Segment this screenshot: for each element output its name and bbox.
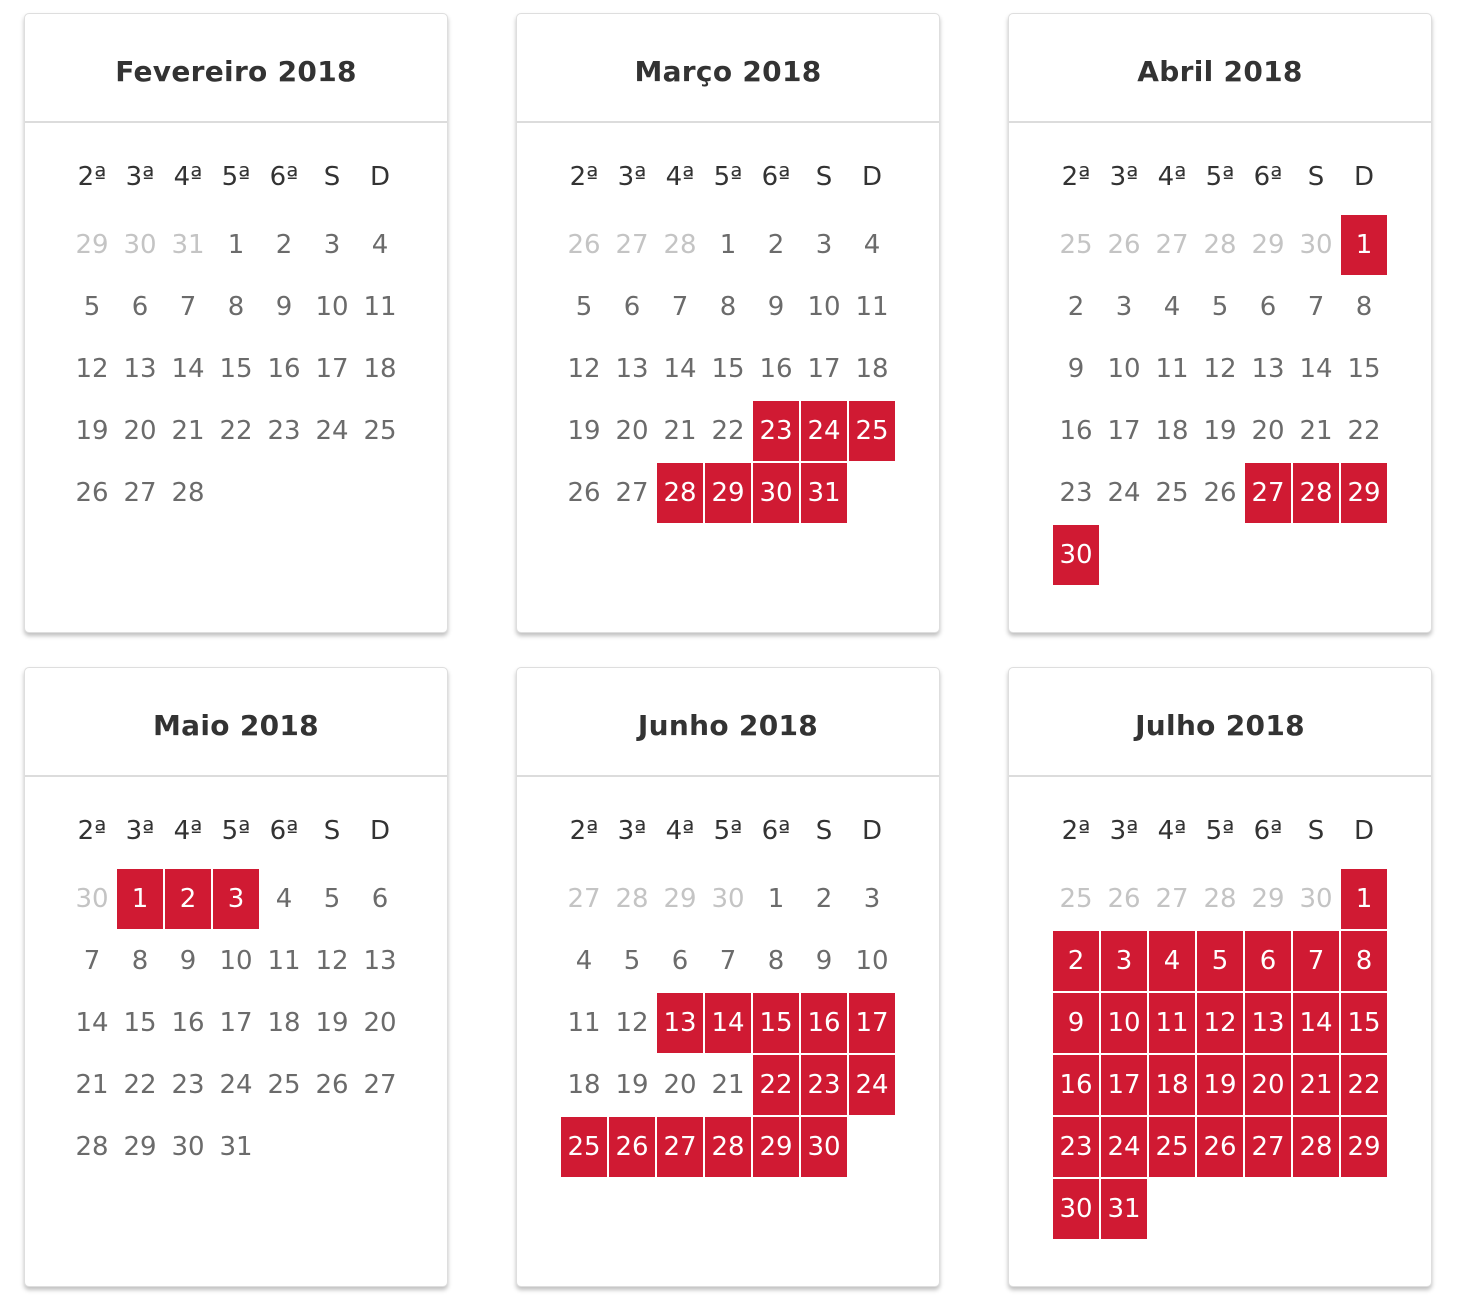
day-cell-outside-month: 28 [615,884,649,914]
weekday-label: 5ª [1205,162,1235,192]
day-cell[interactable]: 20 [1251,416,1285,446]
day-cell-outside-month: 27 [615,230,649,260]
day-cell[interactable]: 20 [663,1070,697,1100]
day-cell[interactable]: 6 [131,292,149,322]
day-cell-highlighted[interactable]: 23 [801,1055,847,1115]
day-cell[interactable]: 8 [227,292,245,322]
weekday-label: 4ª [173,162,203,192]
day-cell[interactable]: 4 [863,230,881,260]
day-cell[interactable]: 19 [567,416,601,446]
day-cell[interactable]: 14 [75,1008,109,1038]
day-cell-outside-month: 28 [663,230,697,260]
weekday-label: 4ª [1157,816,1187,846]
day-cell[interactable]: 8 [131,946,149,976]
day-cell-outside-month: 27 [567,884,601,914]
day-cell[interactable]: 9 [815,946,833,976]
day-cell-highlighted[interactable]: 27 [1245,463,1291,523]
day-cell-outside-month: 29 [75,230,109,260]
weekday-label: 2ª [77,162,107,192]
day-cell[interactable]: 2 [767,230,785,260]
day-cell[interactable]: 9 [767,292,785,322]
day-cell-highlighted[interactable]: 10 [1101,993,1147,1053]
day-cell[interactable]: 26 [567,478,601,508]
weekday-label: 6ª [1253,162,1283,192]
day-cell-outside-month: 29 [663,884,697,914]
weekday-label: 4ª [665,816,695,846]
day-cell-highlighted[interactable]: 15 [1341,993,1387,1053]
day-cell-highlighted[interactable]: 3 [213,869,259,929]
day-cell[interactable]: 3 [863,884,881,914]
day-cell[interactable]: 23 [171,1070,205,1100]
day-cell-highlighted[interactable]: 31 [801,463,847,523]
weekday-label: 4ª [665,162,695,192]
day-cell-outside-month: 28 [1203,884,1237,914]
weekday-label: S [323,162,341,192]
day-cell[interactable]: 1 [227,230,245,260]
day-cell[interactable]: 10 [219,946,253,976]
day-cell-outside-month: 26 [1107,884,1141,914]
day-cell[interactable]: 23 [267,416,301,446]
day-cell[interactable]: 16 [759,354,793,384]
day-cell-highlighted[interactable]: 16 [801,993,847,1053]
day-cell-outside-month: 30 [1299,230,1333,260]
day-cell-highlighted[interactable]: 21 [1293,1055,1339,1115]
month-calendar [24,13,448,633]
day-cell[interactable]: 18 [567,1070,601,1100]
day-cell[interactable]: 14 [663,354,697,384]
day-cell[interactable]: 18 [855,354,889,384]
weekday-label: D [369,816,391,846]
day-cell-highlighted[interactable]: 14 [705,993,751,1053]
day-cell[interactable]: 4 [275,884,293,914]
day-cell[interactable]: 17 [315,354,349,384]
day-cell[interactable]: 7 [671,292,689,322]
day-cell[interactable]: 26 [315,1070,349,1100]
weekday-label: 4ª [1157,162,1187,192]
day-cell[interactable]: 19 [1203,416,1237,446]
day-cell[interactable]: 11 [855,292,889,322]
day-cell[interactable]: 3 [815,230,833,260]
day-cell[interactable]: 5 [1211,292,1229,322]
day-cell-highlighted[interactable]: 22 [1341,1055,1387,1115]
day-cell-highlighted[interactable]: 1 [117,869,163,929]
day-cell[interactable]: 10 [855,946,889,976]
day-cell-highlighted[interactable]: 28 [657,463,703,523]
day-cell-highlighted[interactable]: 12 [1197,993,1243,1053]
day-cell[interactable]: 3 [323,230,341,260]
day-cell[interactable]: 2 [1067,292,1085,322]
day-cell[interactable]: 14 [1299,354,1333,384]
day-cell[interactable]: 7 [179,292,197,322]
day-cell[interactable]: 2 [275,230,293,260]
day-cell[interactable]: 6 [1259,292,1277,322]
day-cell[interactable]: 16 [171,1008,205,1038]
day-grid [517,14,939,632]
weekday-label: D [1353,816,1375,846]
day-cell-highlighted[interactable]: 28 [705,1117,751,1177]
day-cell-highlighted[interactable]: 27 [657,1117,703,1177]
day-cell-highlighted[interactable]: 7 [1293,931,1339,991]
day-cell[interactable]: 20 [615,416,649,446]
month-title: Maio 2018 [153,709,319,742]
day-cell-highlighted[interactable]: 13 [1245,993,1291,1053]
day-cell-highlighted[interactable]: 30 [801,1117,847,1177]
day-cell-highlighted[interactable]: 29 [705,463,751,523]
day-cell[interactable]: 28 [171,478,205,508]
day-cell[interactable]: 21 [171,416,205,446]
day-cell-outside-month: 29 [1251,230,1285,260]
day-cell[interactable]: 10 [807,292,841,322]
day-cell-highlighted[interactable]: 30 [1053,525,1099,585]
day-cell-highlighted[interactable]: 26 [1197,1117,1243,1177]
weekday-label: D [1353,162,1375,192]
weekday-label: S [1307,816,1325,846]
day-cell[interactable]: 24 [315,416,349,446]
weekday-label: D [369,162,391,192]
weekday-label: S [1307,162,1325,192]
day-cell[interactable]: 5 [323,884,341,914]
day-cell-outside-month: 30 [75,884,109,914]
day-cell-highlighted[interactable]: 27 [1245,1117,1291,1177]
month-title: Fevereiro 2018 [115,55,357,88]
weekday-label: 3ª [617,816,647,846]
day-cell-highlighted[interactable]: 24 [801,401,847,461]
day-cell-highlighted[interactable]: 8 [1341,931,1387,991]
day-cell-highlighted[interactable]: 14 [1293,993,1339,1053]
weekday-label: 2ª [77,816,107,846]
day-cell[interactable]: 27 [615,478,649,508]
day-cell[interactable]: 21 [663,416,697,446]
weekday-label: 3ª [125,162,155,192]
day-cell[interactable]: 25 [267,1070,301,1100]
day-cell-outside-month: 31 [171,230,205,260]
day-cell[interactable]: 28 [75,1132,109,1162]
day-cell[interactable]: 20 [123,416,157,446]
month-calendar [516,13,940,633]
day-cell[interactable]: 4 [1163,292,1181,322]
day-cell[interactable]: 19 [315,1008,349,1038]
day-cell[interactable]: 22 [711,416,745,446]
weekday-label: 3ª [617,162,647,192]
day-cell[interactable]: 9 [1067,354,1085,384]
weekday-label: 6ª [269,162,299,192]
weekday-label: S [815,162,833,192]
day-cell[interactable]: 16 [1059,416,1093,446]
day-cell[interactable]: 7 [83,946,101,976]
day-cell[interactable]: 19 [75,416,109,446]
day-cell-highlighted[interactable]: 25 [849,401,895,461]
day-cell[interactable]: 29 [123,1132,157,1162]
day-cell-outside-month: 29 [1251,884,1285,914]
day-cell[interactable]: 17 [219,1008,253,1038]
month-title: Abril 2018 [1137,55,1303,88]
day-cell[interactable]: 7 [719,946,737,976]
day-cell[interactable]: 12 [615,1008,649,1038]
day-cell[interactable]: 21 [75,1070,109,1100]
day-cell[interactable]: 18 [363,354,397,384]
day-cell-highlighted[interactable]: 9 [1053,993,1099,1053]
day-cell[interactable]: 11 [1155,354,1189,384]
day-cell[interactable]: 6 [371,884,389,914]
weekday-label: 5ª [1205,816,1235,846]
day-cell-highlighted[interactable]: 13 [657,993,703,1053]
day-cell[interactable]: 9 [179,946,197,976]
day-cell[interactable]: 13 [363,946,397,976]
day-cell-highlighted[interactable]: 20 [1245,1055,1291,1115]
weekday-label: S [323,816,341,846]
day-grid [1009,668,1431,1286]
weekday-label: S [815,816,833,846]
day-cell[interactable]: 22 [219,416,253,446]
day-cell-highlighted[interactable]: 1 [1341,215,1387,275]
day-cell-outside-month: 25 [1059,230,1093,260]
day-cell[interactable]: 6 [623,292,641,322]
day-cell[interactable]: 25 [363,416,397,446]
weekday-label: 3ª [1109,162,1139,192]
day-cell[interactable]: 22 [123,1070,157,1100]
weekday-label: 2ª [1061,162,1091,192]
day-cell-highlighted[interactable]: 28 [1293,1117,1339,1177]
day-cell[interactable]: 25 [1155,478,1189,508]
day-cell[interactable]: 9 [275,292,293,322]
day-cell-highlighted[interactable]: 29 [1341,1117,1387,1177]
day-cell[interactable]: 19 [615,1070,649,1100]
month-title: Julho 2018 [1135,709,1305,742]
day-cell[interactable]: 31 [219,1132,253,1162]
day-cell[interactable]: 27 [123,478,157,508]
month-calendar [24,667,448,1287]
day-cell[interactable]: 7 [1307,292,1325,322]
day-cell-highlighted[interactable]: 1 [1341,869,1387,929]
day-cell[interactable]: 5 [623,946,641,976]
weekday-label: 5ª [221,816,251,846]
day-cell[interactable]: 1 [719,230,737,260]
day-cell[interactable]: 2 [815,884,833,914]
weekday-label: 6ª [761,816,791,846]
day-cell[interactable]: 8 [719,292,737,322]
weekday-label: 2ª [569,162,599,192]
day-cell-outside-month: 30 [711,884,745,914]
weekday-label: D [861,816,883,846]
day-cell-outside-month: 30 [123,230,157,260]
day-cell-highlighted[interactable]: 2 [165,869,211,929]
day-cell[interactable]: 27 [363,1070,397,1100]
day-cell[interactable]: 18 [1155,416,1189,446]
day-cell-outside-month: 27 [1155,230,1189,260]
day-cell-highlighted[interactable]: 24 [849,1055,895,1115]
day-cell-highlighted[interactable]: 19 [1197,1055,1243,1115]
day-cell-highlighted[interactable]: 15 [753,993,799,1053]
day-cell[interactable]: 13 [123,354,157,384]
day-cell-highlighted[interactable]: 24 [1101,1117,1147,1177]
day-cell[interactable]: 18 [267,1008,301,1038]
day-cell-highlighted[interactable]: 11 [1149,993,1195,1053]
day-cell[interactable]: 5 [575,292,593,322]
day-cell-highlighted[interactable]: 30 [1053,1179,1099,1239]
day-cell[interactable]: 11 [567,1008,601,1038]
day-cell[interactable]: 12 [1203,354,1237,384]
day-cell-highlighted[interactable]: 2 [1053,931,1099,991]
day-cell[interactable]: 3 [1115,292,1133,322]
weekday-label: 6ª [761,162,791,192]
day-cell-highlighted[interactable]: 3 [1101,931,1147,991]
day-cell[interactable]: 15 [1347,354,1381,384]
day-cell[interactable]: 8 [767,946,785,976]
day-cell[interactable]: 12 [567,354,601,384]
day-grid [25,668,447,1286]
day-cell[interactable]: 13 [615,354,649,384]
day-cell[interactable]: 17 [1107,416,1141,446]
weekday-label: 3ª [125,816,155,846]
day-grid [1009,14,1431,632]
day-cell-highlighted[interactable]: 25 [1149,1117,1195,1177]
day-cell[interactable]: 17 [807,354,841,384]
day-cell[interactable]: 4 [371,230,389,260]
weekday-label: D [861,162,883,192]
month-calendar [1008,13,1432,633]
day-cell[interactable]: 21 [711,1070,745,1100]
weekday-label: 6ª [1253,816,1283,846]
weekday-label: 6ª [269,816,299,846]
day-cell-highlighted[interactable]: 23 [1053,1117,1099,1177]
month-calendar [1008,667,1432,1287]
day-cell[interactable]: 12 [315,946,349,976]
day-cell[interactable]: 4 [575,946,593,976]
day-cell[interactable]: 13 [1251,354,1285,384]
day-cell[interactable]: 6 [671,946,689,976]
day-cell[interactable]: 24 [1107,478,1141,508]
weekday-label: 2ª [1061,816,1091,846]
day-cell-highlighted[interactable]: 4 [1149,931,1195,991]
day-cell[interactable]: 15 [711,354,745,384]
weekday-label: 3ª [1109,816,1139,846]
weekday-label: 5ª [713,816,743,846]
day-cell-outside-month: 30 [1299,884,1333,914]
day-cell-highlighted[interactable]: 18 [1149,1055,1195,1115]
day-cell-outside-month: 27 [1155,884,1189,914]
day-cell[interactable]: 1 [767,884,785,914]
day-cell-highlighted[interactable]: 6 [1245,931,1291,991]
day-cell[interactable]: 5 [83,292,101,322]
day-cell-highlighted[interactable]: 16 [1053,1055,1099,1115]
day-cell-highlighted[interactable]: 23 [753,401,799,461]
day-cell-outside-month: 25 [1059,884,1093,914]
day-cell[interactable]: 15 [219,354,253,384]
month-calendar [516,667,940,1287]
day-grid [517,668,939,1286]
day-cell-outside-month: 26 [1107,230,1141,260]
day-cell-outside-month: 28 [1203,230,1237,260]
day-cell-outside-month: 26 [567,230,601,260]
day-cell[interactable]: 12 [75,354,109,384]
day-cell-highlighted[interactable]: 22 [753,1055,799,1115]
day-cell-highlighted[interactable]: 5 [1197,931,1243,991]
day-cell[interactable]: 14 [171,354,205,384]
day-cell-highlighted[interactable]: 17 [849,993,895,1053]
weekday-label: 2ª [569,816,599,846]
day-cell[interactable]: 20 [363,1008,397,1038]
day-cell[interactable]: 16 [267,354,301,384]
day-cell-highlighted[interactable]: 17 [1101,1055,1147,1115]
day-cell-highlighted[interactable]: 31 [1101,1179,1147,1239]
month-title: Março 2018 [634,55,822,88]
day-cell-highlighted[interactable]: 30 [753,463,799,523]
weekday-label: 5ª [713,162,743,192]
day-cell[interactable]: 30 [171,1132,205,1162]
day-cell[interactable]: 10 [315,292,349,322]
month-title: Junho 2018 [637,709,819,742]
weekday-label: 5ª [221,162,251,192]
day-cell-highlighted[interactable]: 29 [1341,463,1387,523]
day-cell[interactable]: 10 [1107,354,1141,384]
day-cell[interactable]: 22 [1347,416,1381,446]
day-cell[interactable]: 24 [219,1070,253,1100]
day-cell-highlighted[interactable]: 29 [753,1117,799,1177]
day-cell[interactable]: 11 [363,292,397,322]
day-cell[interactable]: 21 [1299,416,1333,446]
day-cell[interactable]: 26 [75,478,109,508]
day-cell[interactable]: 23 [1059,478,1093,508]
day-cell[interactable]: 15 [123,1008,157,1038]
day-cell-highlighted[interactable]: 28 [1293,463,1339,523]
day-cell-highlighted[interactable]: 25 [561,1117,607,1177]
day-cell-highlighted[interactable]: 26 [609,1117,655,1177]
day-cell[interactable]: 11 [267,946,301,976]
day-cell[interactable]: 26 [1203,478,1237,508]
day-grid [25,14,447,632]
weekday-label: 4ª [173,816,203,846]
day-cell[interactable]: 8 [1355,292,1373,322]
